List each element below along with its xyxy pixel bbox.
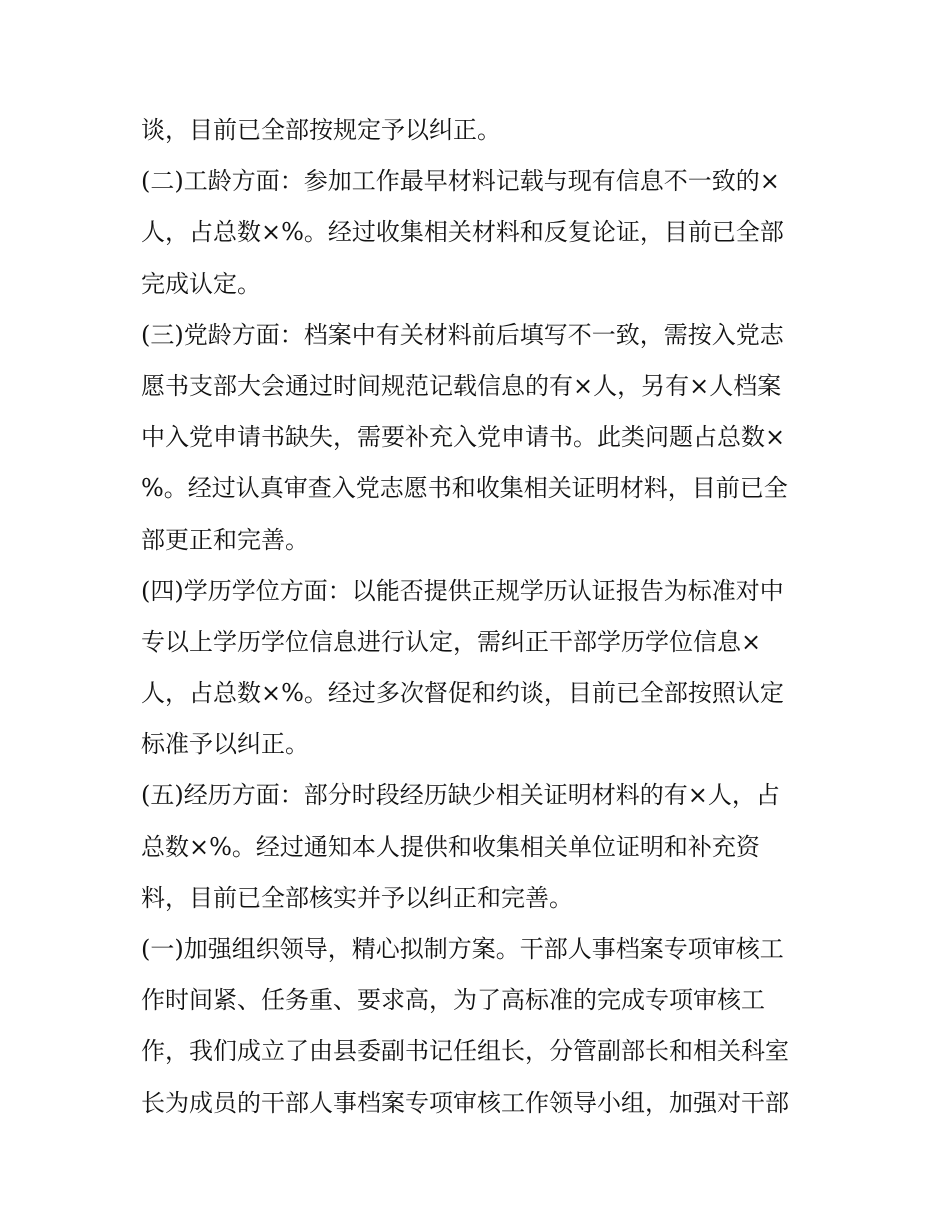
text-line: (五)经历方面：部分时段经历缺少相关证明材料的有×人，占 xyxy=(141,781,780,810)
text-line: (二)工龄方面：参加工作最早材料记载与现有信息不一致的× xyxy=(141,167,780,196)
text-line: %。经过认真审查入党志愿书和收集相关证明材料，目前已全 xyxy=(141,474,788,503)
text-line: 谈，目前已全部按规定予以纠正。 xyxy=(141,116,501,144)
text-line: 料，目前已全部核实并予以纠正和完善。 xyxy=(141,883,573,912)
text-line: 中入党申请书缺失，需要补充入党申请书。此类问题占总数× xyxy=(141,423,786,452)
text-line: 总数×%。经过通知本人提供和收集相关单位证明和补充资 xyxy=(141,832,760,861)
text-line: 长为成员的干部人事档案专项审核工作领导小组，加强对干部 xyxy=(141,1088,789,1117)
text-line: 愿书支部大会通过时间规范记载信息的有×人，另有×人档案 xyxy=(141,371,782,400)
text-line: (四)学历学位方面：以能否提供正规学历认证报告为标准对中 xyxy=(141,576,784,605)
text-line: 专以上学历学位信息进行认定，需纠正干部学历学位信息× xyxy=(141,627,762,656)
text-line: 作时间紧、任务重、要求高，为了高标准的完成专项审核工 xyxy=(141,986,765,1015)
text-line: 人，占总数×%。经过收集相关材料和反复论证，目前已全部 xyxy=(141,218,784,247)
text-line: 人，占总数×%。经过多次督促和约谈，目前已全部按照认定 xyxy=(141,679,784,708)
text-line: (三)党龄方面：档案中有关材料前后填写不一致，需按入党志 xyxy=(141,320,784,349)
text-line: (一)加强组织领导，精心拟制方案。干部人事档案专项审核工 xyxy=(141,935,784,963)
text-line: 完成认定。 xyxy=(141,269,261,298)
text-line: 作，我们成立了由县委副书记任组长，分管副部长和相关科室 xyxy=(141,1037,789,1066)
body-text xyxy=(141,105,821,1129)
text-line: 部更正和完善。 xyxy=(141,525,309,554)
text-line: 标准予以纠正。 xyxy=(141,730,309,759)
